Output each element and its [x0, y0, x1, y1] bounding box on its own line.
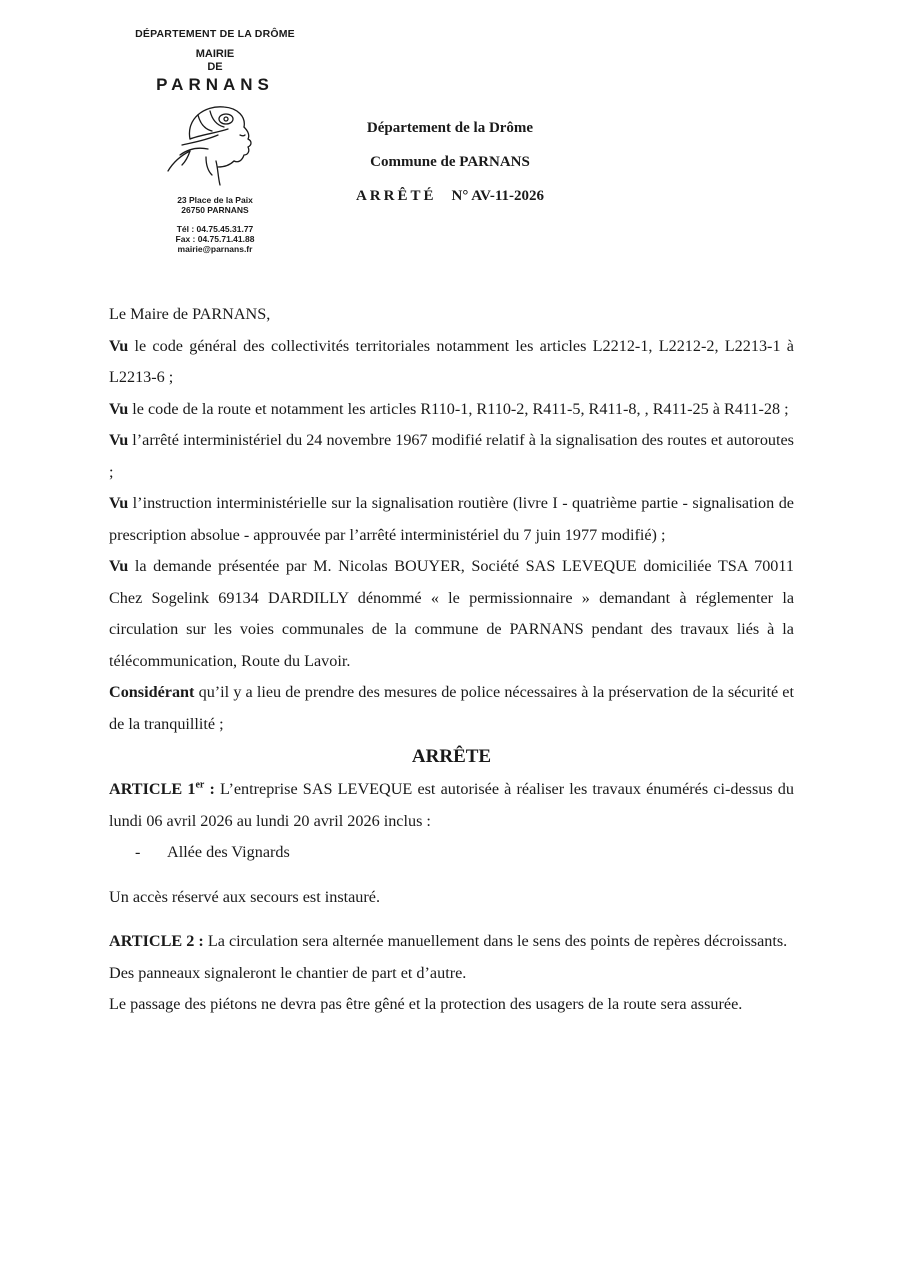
vu-keyword: Vu	[109, 494, 129, 512]
list-item-text: Allée des Vignards	[167, 843, 290, 861]
vu-text-1: le code général des collectivités territoriales notamment les articles L2212-1, L2212-2, L2213-1 à L2213-6 ;	[109, 336, 794, 386]
letterhead-address	[110, 195, 320, 215]
header-commune: Commune de PARNANS	[370, 154, 530, 170]
vu-text-2: le code de la route et notamment les articles R110-1, R110-2, R411-5, R411-8, , R411-25 à R411-28 ;	[128, 399, 789, 418]
letterhead-de-label: DE	[207, 61, 223, 73]
article-1-label: ARTICLE 1er :	[109, 779, 215, 798]
article-1-text: L’entreprise SAS LEVEQUE est autorisée à réaliser les travaux énumérés ci-dessus du lundi 06 avril 2026 au lundi 20 avril 2026 inclus :	[109, 780, 794, 830]
article-1-paragraph	[109, 774, 794, 837]
letterhead-department: DÉPARTEMENT DE LA DRÔME	[135, 28, 295, 40]
letterhead-mairie-label: MAIRIE	[195, 48, 235, 60]
vu-text-5: la demande présentée par M. Nicolas BOUYER, Société SAS LEVEQUE domiciliée TSA 70011 Chez Sogelink 69134 DARDILLY dénommé « le permissionnaire » demandant à réglementer la circulation sur les voies communales de la commune de PARNANS pendant des travaux liés à la télécommunication, Route du Lavoir.	[109, 557, 794, 670]
email-address: mairie@parnans.fr	[177, 244, 253, 254]
vu-text-4: l’instruction interministérielle sur la signalisation routière (livre I - quatrième partie - signalisation de prescription absolue - approuvée par l’arrêté interministériel du 7 juin 1977 modifié) ;	[109, 494, 794, 544]
article-2-paragraph	[109, 926, 794, 958]
vu-paragraph-1	[109, 331, 794, 394]
vu-paragraph-5	[109, 551, 794, 677]
vu-text-3: l’arrêté interministériel du 24 novembre 1967 modifié relatif à la signalisation des routes et autoroutes ;	[109, 431, 794, 481]
arrete-label: ARRÊTÉ	[355, 188, 437, 204]
panneaux-line: Des panneaux signaleront le chantier de part et d’autre.	[109, 963, 467, 982]
address-line-2: 26750 PARNANS	[181, 205, 249, 215]
article-2-label: ARTICLE 2 :	[109, 932, 204, 950]
document-header	[300, 118, 600, 220]
vu-paragraph-4	[109, 488, 794, 551]
arrete-number: N° AV-11-2026	[451, 188, 545, 204]
letterhead-contact	[110, 224, 320, 254]
bullet-dash: -	[135, 843, 141, 861]
pietons-line: Le passage des piétons ne devra pas être gêné et la protection des usagers de la route sera assurée.	[109, 995, 743, 1013]
vu-keyword: Vu	[109, 399, 129, 418]
vu-paragraph-2	[109, 394, 794, 426]
header-department: Département de la Drôme	[366, 120, 534, 136]
vu-keyword: Vu	[109, 336, 129, 355]
vu-paragraph-3	[109, 425, 794, 488]
article-2-text: La circulation sera alternée manuellement dans le sens des points de repères décroissants.	[203, 932, 788, 950]
phone-number: Tél : 04.75.45.31.77	[176, 224, 254, 234]
considerant-keyword: Considérant	[109, 683, 195, 701]
vu-keyword: Vu	[109, 431, 129, 449]
marianne-logo-icon	[160, 99, 270, 187]
article-1-superscript: er	[195, 779, 205, 791]
header-arrete-number	[300, 186, 600, 220]
list-item	[109, 837, 794, 869]
considerant-text: qu’il y a lieu de prendre des mesures de police nécessaires à la préservation de la sécurité et de la tranquillité ;	[109, 683, 794, 733]
letterhead-town-name: PARNANS	[156, 75, 274, 94]
address-line-1: 23 Place de la Paix	[177, 195, 253, 205]
secours-line: Un accès réservé aux secours est instauré.	[109, 887, 381, 906]
letterhead-mairie	[110, 48, 320, 74]
fax-number: Fax : 04.75.71.41.88	[175, 234, 255, 244]
considerant-paragraph	[109, 677, 794, 740]
document-body	[109, 299, 794, 1021]
arrete-title: ARRÊTE	[411, 746, 492, 767]
intro-line: Le Maire de PARNANS,	[109, 305, 271, 323]
letterhead	[110, 28, 320, 254]
vu-keyword: Vu	[109, 557, 129, 575]
